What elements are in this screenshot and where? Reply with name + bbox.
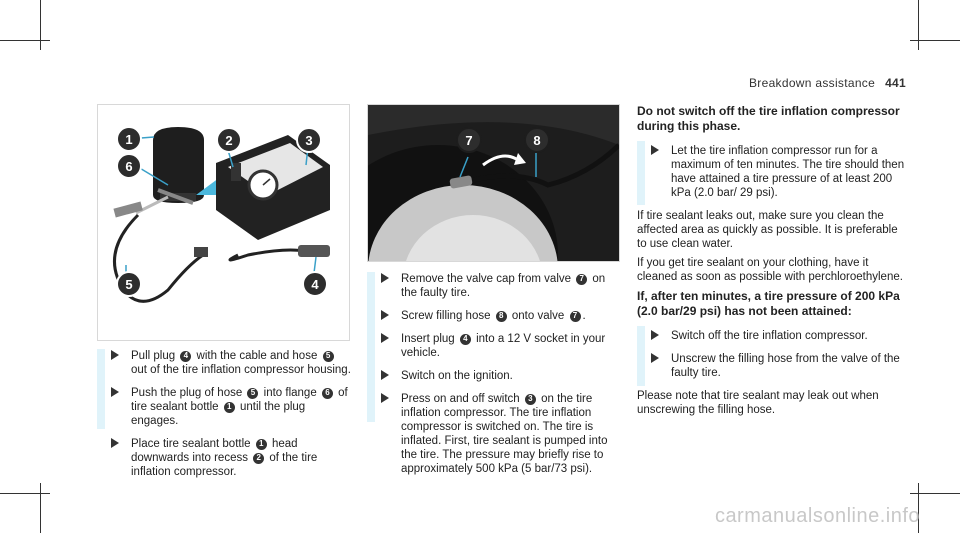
crop-mark: [0, 493, 50, 494]
paragraph: If you get tire sealant on your clothing, have it cleaned as soon as possible with perchloroethylene.: [637, 257, 903, 283]
callout-badge: 2: [216, 127, 242, 153]
instruction-step: Screw filling hose 8 onto valve 7 .: [367, 309, 622, 323]
arrow-icon: [111, 350, 119, 360]
paragraph: Please note that tire sealant may leak out when unscrewing the filling hose.: [637, 390, 879, 416]
arrow-icon: [381, 393, 389, 403]
arrow-icon: [381, 310, 389, 320]
crop-mark: [40, 483, 41, 533]
left-instructions: [97, 349, 352, 488]
arrow-icon: [651, 145, 659, 155]
instruction-step: Remove the valve cap from valve 7 on the faulty tire.: [367, 272, 622, 300]
crop-mark: [0, 40, 50, 41]
arrow-icon: [381, 370, 389, 380]
warning-heading: Do not switch off the tire inflation compressor during this phase.: [637, 104, 900, 133]
crop-mark: [918, 0, 919, 50]
watermark: carmanualsonline.info: [714, 505, 920, 527]
arrow-icon: [381, 333, 389, 343]
middle-instructions: [367, 272, 622, 485]
instruction-step: Press on and off switch 3 on the tire inflation compressor. The tire inflation compressor is switched on. The tire is inflated. First, tire sealant is pumped into the tire. The pressure may briefly rise to approximately 500 kPa (5 bar/73 psi).: [367, 392, 622, 476]
condition-heading: If, after ten minutes, a tire pressure of 200 kPa (2.0 bar/29 psi) has not been attained:: [637, 289, 900, 318]
arrow-icon: [381, 273, 389, 283]
instruction-step: Unscrew the filling hose from the valve of the faulty tire.: [637, 352, 907, 380]
paragraph: If tire sealant leaks out, make sure you clean the affected area as quickly as possible. It is preferable to use clean water.: [637, 210, 898, 250]
page-number: 441: [885, 76, 906, 90]
page-header: [749, 76, 906, 90]
tire-valve-illustration: [367, 104, 620, 262]
callout-badge: 4: [302, 271, 328, 297]
arrow-icon: [651, 353, 659, 363]
arrow-icon: [111, 387, 119, 397]
arrow-icon: [651, 330, 659, 340]
tire-valve-drawing: [368, 105, 619, 261]
callout-badge: 5: [116, 271, 142, 297]
instruction-step: Let the tire inflation compressor run for a maximum of ten minutes. The tire should then have attained a tire pressure of at least 200 kPa (2.0 bar/ 29 psi).: [637, 144, 907, 200]
section-title: Breakdown assistance: [749, 76, 876, 90]
instruction-step: Place tire sealant bottle 1 head downwards into recess 2 of the tire inflation compressor.: [97, 437, 352, 479]
right-instructions: [637, 104, 907, 422]
callout-badge: 6: [116, 153, 142, 179]
callout-badge: 3: [296, 127, 322, 153]
callout-badge: 1: [116, 126, 142, 152]
callout-badge: 8: [524, 127, 550, 153]
instruction-step: Push the plug of hose 5 into flange 6 of tire sealant bottle 1 until the plug engages.: [97, 386, 352, 428]
instruction-step: Switch on the ignition.: [367, 369, 622, 383]
arrow-icon: [111, 438, 119, 448]
compressor-kit-illustration: [97, 104, 350, 341]
crop-mark: [40, 0, 41, 50]
instruction-step: Pull plug 4 with the cable and hose 5 out of the tire inflation compressor housing.: [97, 349, 352, 377]
instruction-step: Insert plug 4 into a 12 V socket in your vehicle.: [367, 332, 622, 360]
callout-badge: 7: [456, 127, 482, 153]
instruction-step: Switch off the tire inflation compressor.: [637, 329, 907, 343]
